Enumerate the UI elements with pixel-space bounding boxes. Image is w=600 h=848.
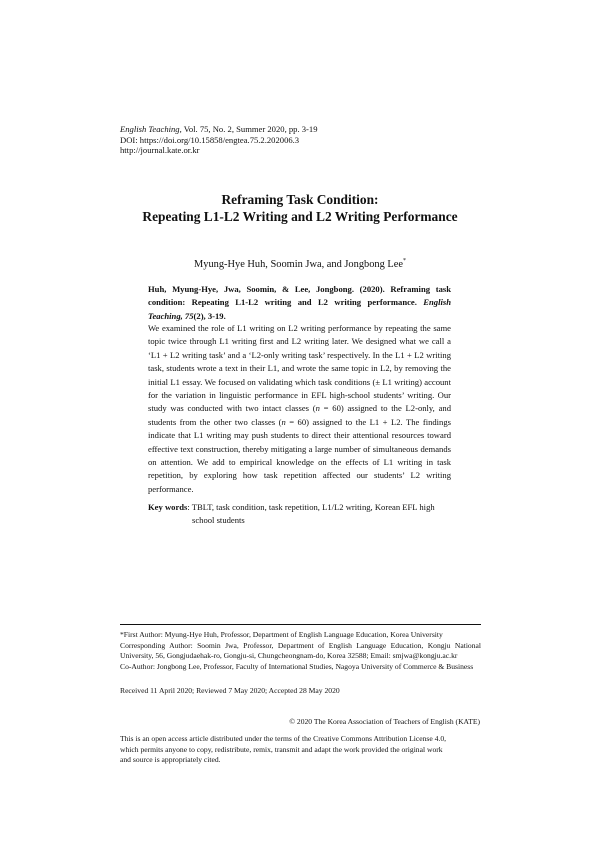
license-line-3: and source is appropriately cited.	[120, 755, 221, 765]
paper-title-line-1: Reframing Task Condition:	[221, 192, 379, 207]
author-footnote-mark: *	[402, 258, 406, 264]
journal-citation-line	[120, 124, 318, 135]
paper-title	[120, 192, 480, 225]
author-footnotes	[120, 630, 481, 673]
citation-block	[148, 283, 451, 323]
license-line-1: This is an open access article distributed under the terms of the Creative Commons Attribution License 4.0,	[120, 734, 447, 743]
abstract-n-2: n	[281, 416, 286, 427]
journal-name: English Teaching	[120, 124, 180, 134]
author-names: Myung-Hye Huh, Soomin Jwa, and Jongbong Lee	[194, 259, 403, 270]
abstract-part-1: We examined the role of L1 writing on L2 writing performance by repeating the same topic twice through L1 writing first and L2 writing later. We designed what we call a ‘L1 + L2 writing task’ and a ‘L2-only writing task’ respectively. In the L1 + L2 writing task, students wrote a text in their L1, and wrote the same topic in L2, by removing the initial L1 essay. We focused on validating which task conditions (± L1 writing) account for the variation in linguistic performance in EFL high-school students’ writing. Our study was conducted with two intact classes (	[148, 323, 451, 414]
abstract	[148, 322, 451, 496]
abstract-part-3: = 60) assigned to the L1 + L2. The findings indicate that L1 writing may push students to direct their attentional resources toward effective text construction, thereby mitigating a large number of simultaneous demands on attention. We add to empirical knowledge on the effects of L1 writing in task repetition, by exploring how task repetition affected our students’ L2 writing performance.	[148, 416, 451, 494]
footnote-co-author: Co-Author: Jongbong Lee, Professor, Faculty of International Studies, Nagoya University of Commerce & Business	[120, 662, 474, 672]
footnote-divider	[120, 624, 481, 625]
keywords-block	[148, 501, 451, 528]
received-dates: Received 11 April 2020; Reviewed 7 May 2020; Accepted 28 May 2020	[120, 686, 340, 695]
keywords-list: : TBLT, task condition, task repetition, L1/L2 writing, Korean EFL high	[187, 502, 435, 512]
footnote-first-author: *First Author: Myung-Hye Huh, Professor, Department of English Language Education, Korea University	[120, 630, 443, 639]
paper-title-line-2: Repeating L1-L2 Writing and L2 Writing Performance	[142, 208, 458, 224]
author-list	[120, 259, 480, 270]
journal-volume-info: , Vol. 75, No. 2, Summer 2020, pp. 3-19	[179, 124, 318, 134]
journal-url: http://journal.kate.or.kr	[120, 145, 200, 156]
journal-doi: DOI: https://doi.org/10.15858/engtea.75.2.202006.3	[120, 134, 300, 145]
citation-pages: (2), 3-19.	[193, 310, 226, 321]
abstract-part-2: = 60) assigned to the L2-only, and students from the other two classes (	[148, 403, 451, 427]
journal-header	[120, 124, 318, 156]
license-line-2: which permits anyone to copy, redistribute, remix, transmit and adapt the work provided the original work	[120, 744, 443, 754]
keywords-line-2: school students	[192, 515, 245, 526]
footnote-corresponding-author: Corresponding Author: Soomin Jwa, Professor, Department of English Language Education, Kongju National University, 56, Gongjudaehak-ro, Gongju-si, Chungcheongnam-do, Korea 32588; Email: smjwa@kongju.ac.kr	[120, 640, 481, 661]
copyright-notice: © 2020 The Korea Association of Teachers of English (KATE)	[289, 717, 480, 726]
citation-text: Huh, Myung-Hye, Jwa, Soomin, & Lee, Jongbong. (2020). Reframing task condition: Repeating L1-L2 writing and L2 writing performance.	[148, 284, 451, 308]
keywords-line-1	[148, 501, 451, 514]
license-notice	[120, 734, 488, 766]
keywords-label: Key words	[148, 502, 188, 512]
abstract-n-1: n	[315, 403, 320, 414]
citation-journal: English Teaching, 75	[148, 297, 451, 321]
